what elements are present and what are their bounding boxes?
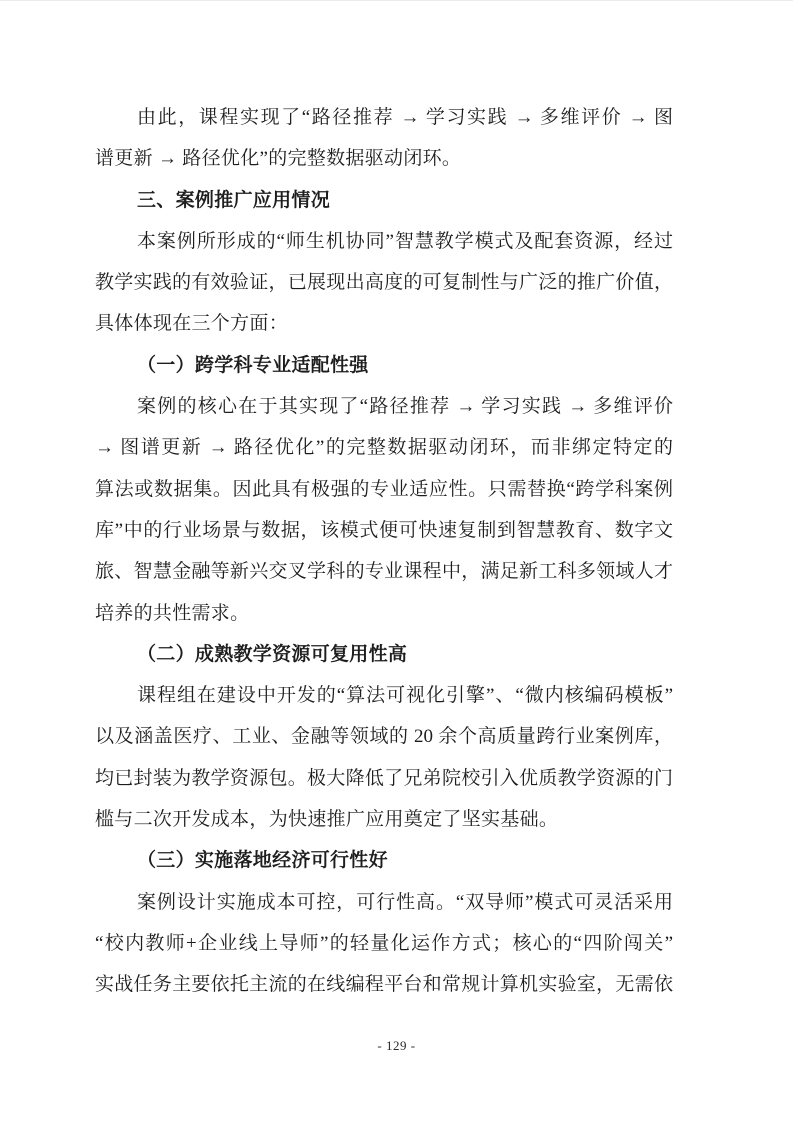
text-line: 案例的核心在于其实现了“路径推荐 → 学习实践 → 多维评价	[137, 396, 673, 418]
paragraph	[95, 386, 673, 634]
document-body	[95, 97, 673, 1006]
heading-line: （三）实施落地经济可行性好	[137, 850, 388, 872]
heading	[95, 180, 673, 221]
text-line: 以及涵盖医疗、工业、金融等领域的 20 余个高质量跨行业案例库，	[95, 726, 673, 748]
text-line: 槛与二次开发成本，为快速推广应用奠定了坚实基础。	[95, 809, 559, 831]
heading-line: （一）跨学科专业适配性强	[137, 354, 369, 376]
text-line: 算法或数据集。因此具有极强的专业适应性。只需替换“跨学科案例	[95, 478, 673, 500]
text-line: 谱更新 → 路径优化”的完整数据驱动闭环。	[95, 148, 462, 170]
heading	[95, 634, 673, 675]
text-line: → 图谱更新 → 路径优化”的完整数据驱动闭环，而非绑定特定的	[95, 437, 673, 459]
text-line: 均已封装为教学资源包。极大降低了兄弟院校引入优质教学资源的门	[95, 767, 673, 789]
text-line: 库”中的行业场景与数据，该模式便可快速复制到智慧教育、数字文	[95, 519, 673, 541]
paragraph	[95, 882, 673, 1006]
paragraph	[95, 221, 673, 345]
page-number: - 129 -	[377, 1038, 416, 1053]
heading-line: （二）成熟教学资源可复用性高	[137, 643, 408, 665]
paragraph	[95, 675, 673, 840]
heading	[95, 345, 673, 386]
text-line: 由此，课程实现了“路径推荐 → 学习实践 → 多维评价 → 图	[137, 107, 673, 128]
text-line: 教学实践的有效验证，已展现出高度的可复制性与广泛的推广价值，	[95, 272, 673, 294]
text-line: 具体体现在三个方面：	[95, 313, 289, 335]
text-line: 培养的共性需求。	[95, 602, 250, 624]
text-line: 课程组在建设中开发的“算法可视化引擎”、“微内核编码模板”	[137, 685, 673, 707]
text-line: “校内教师+企业线上导师”的轻量化运作方式；核心的“四阶闯关”	[95, 932, 673, 954]
text-line: 案例设计实施成本可控，可行性高。“双导师”模式可灵活采用	[137, 891, 673, 913]
paragraph	[95, 97, 673, 180]
text-line: 本案例所形成的“师生机协同”智慧教学模式及配套资源，经过	[137, 230, 673, 252]
text-line: 旅、智慧金融等新兴交叉学科的专业课程中，满足新工科多领域人才	[95, 561, 673, 583]
heading	[95, 840, 673, 881]
heading-line: 三、案例推广应用情况	[137, 189, 331, 211]
text-line: 实战任务主要依托主流的在线编程平台和常规计算机实验室，无需依	[95, 974, 673, 996]
